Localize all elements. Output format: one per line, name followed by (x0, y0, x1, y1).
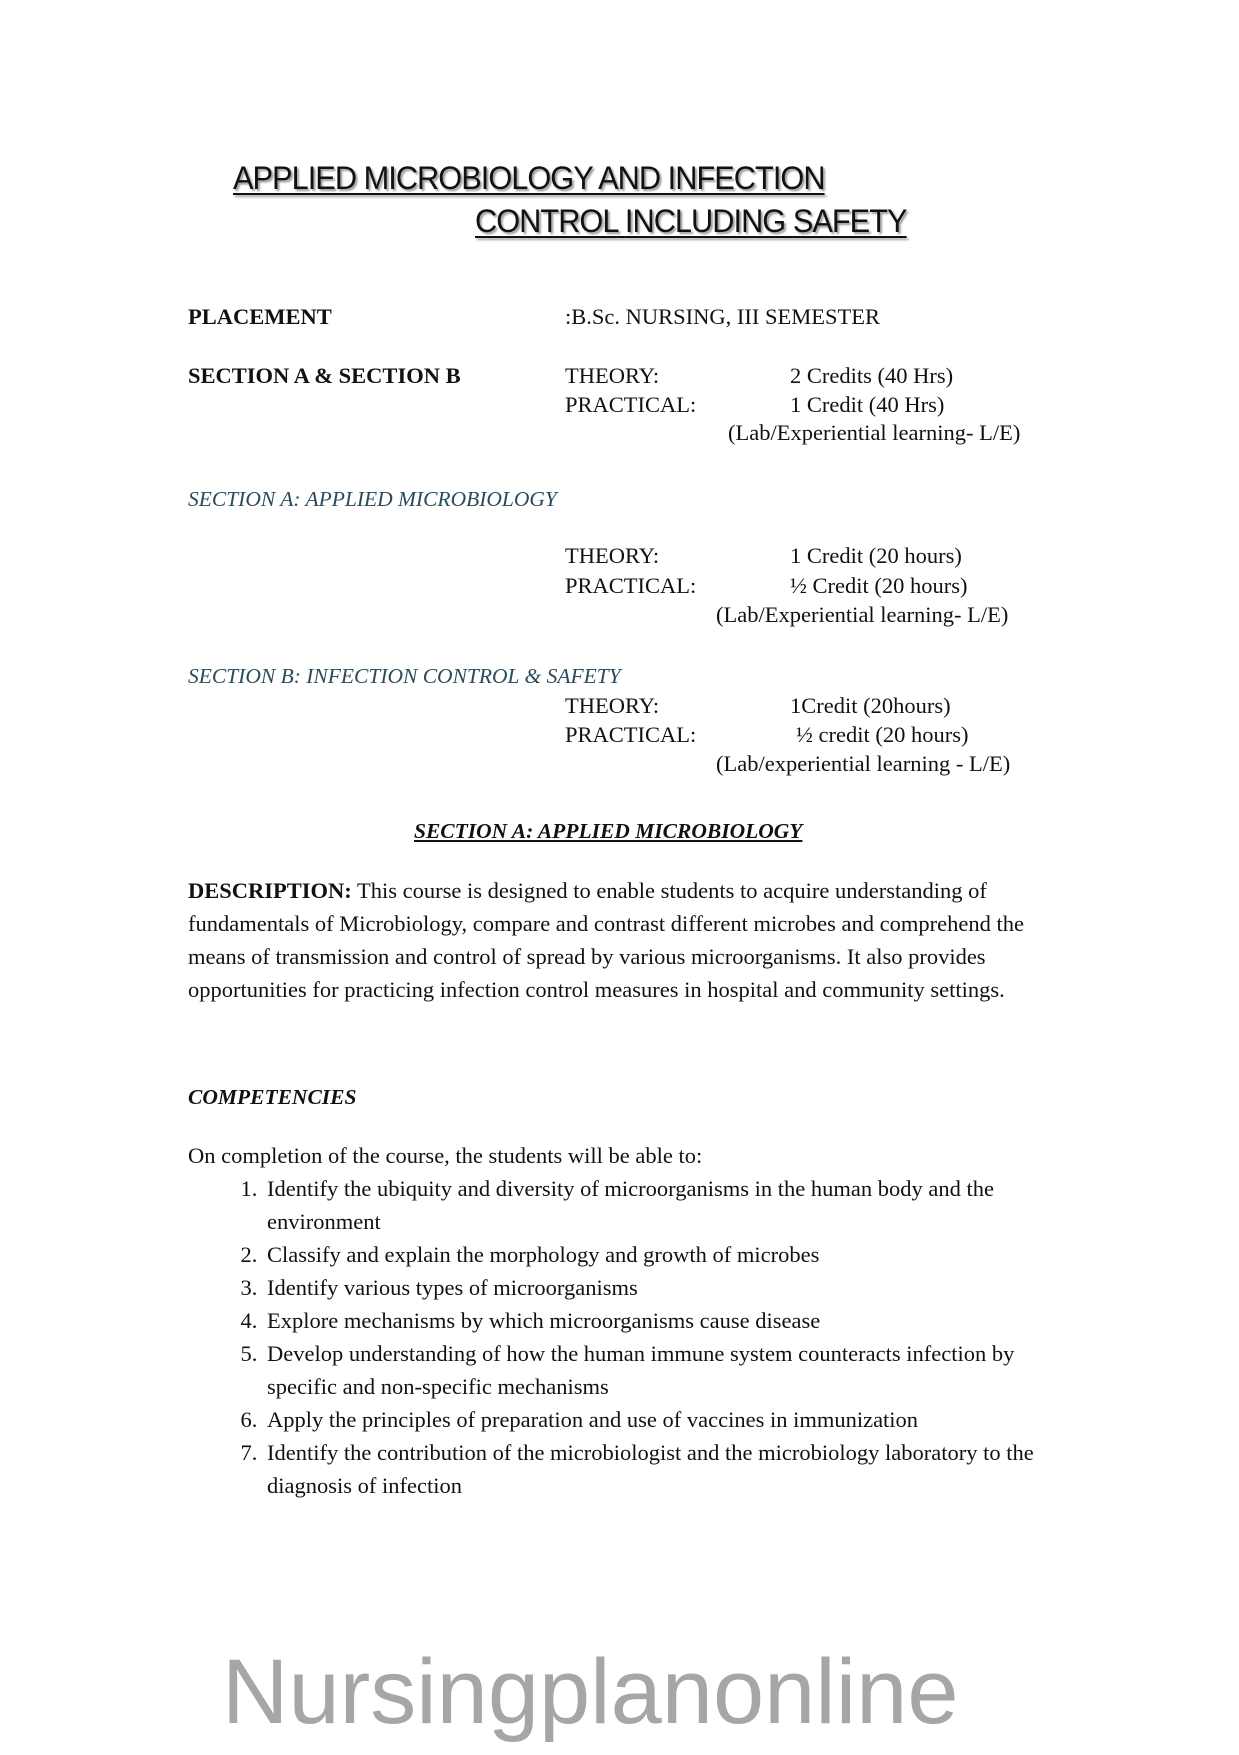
competencies-intro: On completion of the course, the students will be able to: (188, 1143, 703, 1168)
description-text: This course is designed to enable students to acquire understanding of fundamentals of Microbiology, compare and contrast different microbes and comprehend the means of transmission and control of spread by various microorganisms. It also provides opportunities for practicing infection control measures in hospital and community settings. (188, 878, 1024, 1002)
overall-practical-value: 1 Credit (40 Hrs) (790, 392, 945, 417)
document-title-line2 (475, 203, 907, 240)
overall-practical-label: PRACTICAL: (565, 392, 697, 417)
section-b-heading: SECTION B: INFECTION CONTROL & SAFETY (188, 664, 621, 688)
description-label: DESCRIPTION: (188, 878, 352, 903)
overall-note: (Lab/Experiential learning- L/E) (728, 420, 1021, 445)
section-b-theory-value: 1Credit (20hours) (790, 693, 951, 718)
overall-theory-label: THEORY: (565, 363, 660, 388)
list-item: 2. Classify and explain the morphology and growth of microbes (263, 1238, 1073, 1271)
section-a-note: (Lab/Experiential learning- L/E) (716, 602, 1009, 627)
placement-label: PLACEMENT (188, 304, 332, 329)
section-a-practical-value: ½ Credit (20 hours) (790, 573, 968, 598)
section-b-note: (Lab/experiential learning - L/E) (716, 751, 1011, 776)
section-a-theory-value: 1 Credit (20 hours) (790, 543, 962, 568)
section-b-practical-value: ½ credit (20 hours) (796, 722, 969, 747)
list-item: 7. Identify the contribution of the microbiologist and the microbiology laboratory to the diagnosis of infection (263, 1436, 1073, 1502)
list-item: 3. Identify various types of microorganisms (263, 1271, 1073, 1304)
section-b-theory-label: THEORY: (565, 693, 660, 718)
title-control: CONTROL (475, 203, 618, 239)
document-title-line1: APPLIED MICROBIOLOGY AND INFECTION (233, 160, 825, 196)
competencies-list (188, 1172, 1073, 1502)
overall-label: SECTION A & SECTION B (188, 363, 461, 388)
list-item: 5. Develop understanding of how the human immune system counteracts infection by specific and non-specific mechanisms (263, 1337, 1073, 1403)
section-a-practical-label: PRACTICAL: (565, 573, 697, 598)
section-a-heading: SECTION A: APPLIED MICROBIOLOGY (188, 487, 557, 511)
overall-theory-value: 2 Credits (40 Hrs) (790, 363, 954, 388)
competencies-heading: COMPETENCIES (188, 1085, 357, 1109)
watermark: Nursingplanonline (222, 1641, 959, 1743)
title-including-safety: INCLUDING SAFETY (624, 203, 907, 239)
list-item: 6. Apply the principles of preparation and use of vaccines in immunization (263, 1403, 1073, 1436)
section-a-title: SECTION A: APPLIED MICROBIOLOGY (414, 819, 803, 843)
description-paragraph (188, 874, 1068, 1006)
list-item: 1. Identify the ubiquity and diversity of microorganisms in the human body and the environment (263, 1172, 1073, 1238)
list-item: 4. Explore mechanisms by which microorganisms cause disease (263, 1304, 1073, 1337)
section-b-practical-label: PRACTICAL: (565, 722, 697, 747)
placement-value: :B.Sc. NURSING, III SEMESTER (565, 304, 881, 329)
section-a-theory-label: THEORY: (565, 543, 660, 568)
